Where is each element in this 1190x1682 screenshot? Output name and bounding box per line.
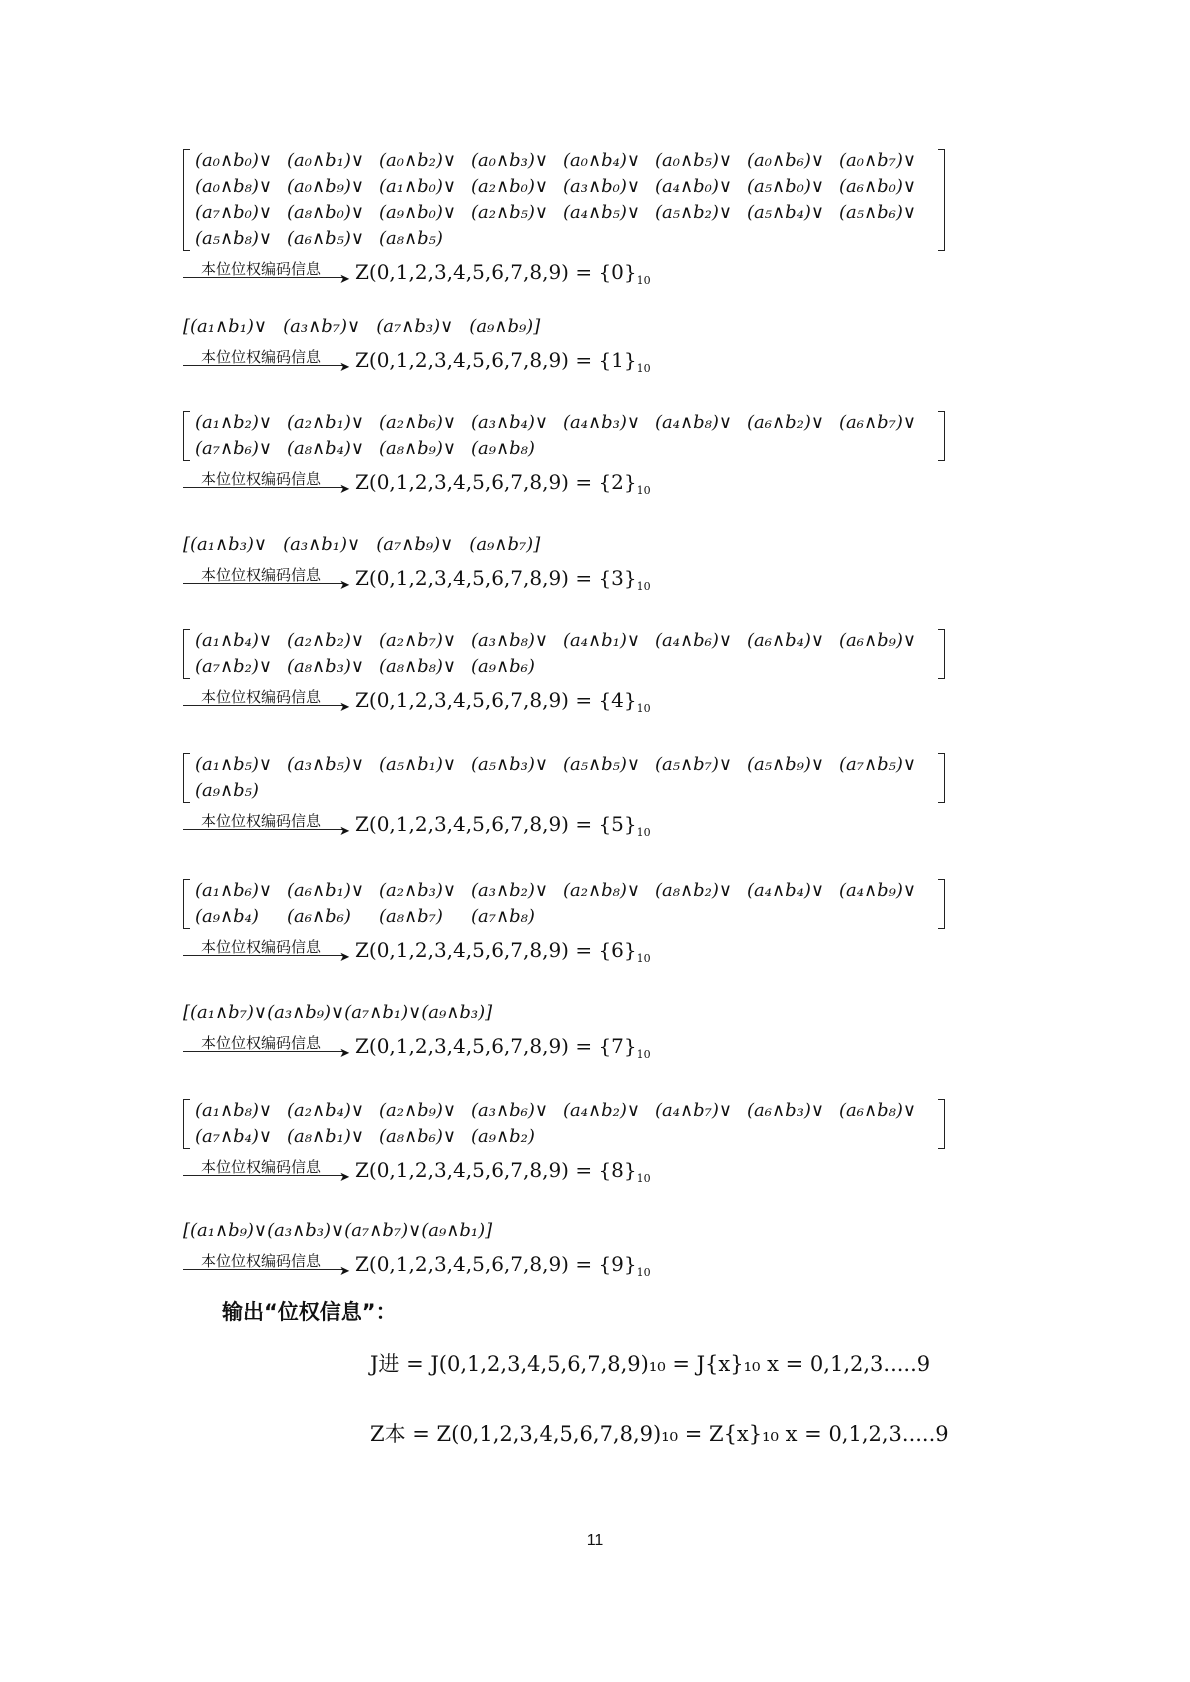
mapping-arrow-line bbox=[183, 1250, 651, 1284]
radix-subscript: 10 bbox=[636, 274, 651, 287]
matrix-row bbox=[183, 1000, 508, 1026]
radix-subscript: 10 bbox=[636, 580, 651, 593]
conjunction-term: (a₇∧b₉)∨ bbox=[376, 534, 454, 555]
conjunction-term: (a₄∧b₄)∨ bbox=[747, 880, 825, 901]
conjunction-term: (a₈∧b₈)∨ bbox=[379, 656, 457, 677]
equation-block bbox=[183, 1098, 945, 1190]
matrix-row bbox=[195, 410, 931, 436]
conjunction-term: (a₉∧b₈) bbox=[471, 438, 535, 459]
conjunction-term: (a₈∧b₁)∨ bbox=[287, 1126, 365, 1147]
mapping-arrow-line bbox=[183, 258, 945, 292]
mapping-arrow-line bbox=[183, 564, 651, 598]
conjunction-term: (a₇∧b₆)∨ bbox=[195, 438, 273, 459]
conjunction-term: (a₉∧b₇)] bbox=[469, 534, 541, 555]
conjunction-term: (a₅∧b₂)∨ bbox=[655, 202, 733, 223]
conjunction-term: (a₃∧b₄)∨ bbox=[471, 412, 549, 433]
conjunction-term: (a₇∧b₈) bbox=[471, 906, 535, 927]
z-result-text: Z(0,1,2,3,4,5,6,7,8,9) = {2} bbox=[355, 470, 637, 494]
arrow-shaft bbox=[183, 1269, 343, 1270]
matrix-row bbox=[183, 532, 556, 558]
radix-subscript: 10 bbox=[636, 1172, 651, 1185]
conjunction-term: (a₉∧b₀)∨ bbox=[379, 202, 457, 223]
arrow-shaft bbox=[183, 277, 343, 278]
conjunction-term: (a₀∧b₀)∨ bbox=[195, 150, 273, 171]
arrow-shaft bbox=[183, 583, 343, 584]
conjunction-term: (a₆∧b₃)∨ bbox=[747, 1100, 825, 1121]
conjunction-term: (a₂∧b₈)∨ bbox=[563, 880, 641, 901]
conjunction-term: (a₈∧b₉)∨ bbox=[379, 438, 457, 459]
equation-block bbox=[183, 752, 945, 844]
matrix-row bbox=[195, 654, 931, 680]
conjunction-term: (a₃∧b₈)∨ bbox=[471, 630, 549, 651]
mapping-arrow-line bbox=[183, 346, 651, 380]
z-result-text: Z(0,1,2,3,4,5,6,7,8,9) = {4} bbox=[355, 688, 637, 712]
conjunction-term: (a₄∧b₇)∨ bbox=[655, 1100, 733, 1121]
arrow-shaft bbox=[183, 365, 343, 366]
arrow-head-icon: ➤ bbox=[339, 578, 350, 593]
arrow-shaft bbox=[183, 955, 343, 956]
arrow-icon bbox=[183, 1032, 348, 1060]
conjunction-term: (a₅∧b₁)∨ bbox=[379, 754, 457, 775]
matrix-row bbox=[195, 1098, 931, 1124]
radix-subscript: 10 bbox=[636, 362, 651, 375]
z-result bbox=[355, 688, 651, 715]
conjunction-term: (a₄∧b₉)∨ bbox=[839, 880, 917, 901]
conjunction-term: [(a₁∧b₃)∨ bbox=[183, 534, 268, 555]
conjunction-term: (a₆∧b₁)∨ bbox=[287, 880, 365, 901]
z-result bbox=[355, 470, 651, 497]
z-result-text: Z(0,1,2,3,4,5,6,7,8,9) = {3} bbox=[355, 566, 637, 590]
z-result-text: Z(0,1,2,3,4,5,6,7,8,9) = {8} bbox=[355, 1158, 637, 1182]
conjunction-term: (a₄∧b₈)∨ bbox=[655, 412, 733, 433]
disjunction-matrix bbox=[183, 878, 945, 930]
z-result-text: Z(0,1,2,3,4,5,6,7,8,9) = {5} bbox=[355, 812, 637, 836]
conjunction-term: (a₄∧b₂)∨ bbox=[563, 1100, 641, 1121]
arrow-head-icon: ➤ bbox=[339, 360, 350, 375]
radix-subscript: 10 bbox=[636, 952, 651, 965]
z-result bbox=[355, 566, 651, 593]
arrow-shaft bbox=[183, 829, 343, 830]
conjunction-term: (a₆∧b₈)∨ bbox=[839, 1100, 917, 1121]
z-result bbox=[355, 348, 651, 375]
arrow-label: 本位位权编码信息 bbox=[201, 1034, 322, 1052]
z-result bbox=[355, 260, 651, 287]
conjunction-term: (a₈∧b₄)∨ bbox=[287, 438, 365, 459]
conjunction-term: (a₆∧b₅)∨ bbox=[287, 228, 365, 249]
arrow-icon bbox=[183, 686, 348, 714]
arrow-icon bbox=[183, 346, 348, 374]
arrow-label: 本位位权编码信息 bbox=[201, 938, 322, 956]
equation-block bbox=[183, 314, 651, 380]
arrow-icon bbox=[183, 810, 348, 838]
conjunction-term: (a₂∧b₄)∨ bbox=[287, 1100, 365, 1121]
arrow-shaft bbox=[183, 705, 343, 706]
disjunction-matrix bbox=[183, 410, 945, 462]
arrow-shaft bbox=[183, 1175, 343, 1176]
arrow-label: 本位位权编码信息 bbox=[201, 812, 322, 830]
equation-block bbox=[183, 878, 945, 970]
conjunction-term: (a₁∧b₀)∨ bbox=[379, 176, 457, 197]
matrix-row bbox=[195, 174, 931, 200]
conjunction-term: (a₈∧b₇) bbox=[379, 906, 443, 927]
conjunction-term: (a₅∧b₄)∨ bbox=[747, 202, 825, 223]
conjunction-term: (a₇∧b₄)∨ bbox=[195, 1126, 273, 1147]
arrow-head-icon: ➤ bbox=[339, 700, 350, 715]
disjunction-line bbox=[183, 314, 556, 340]
equation-block bbox=[183, 1218, 651, 1284]
conjunction-term: (a₀∧b₇)∨ bbox=[839, 150, 917, 171]
matrix-row bbox=[195, 628, 931, 654]
conjunction-term: (a₂∧b₆)∨ bbox=[379, 412, 457, 433]
output-heading: 输出“位权信息”： bbox=[222, 1300, 397, 1324]
mapping-arrow-line bbox=[183, 1156, 945, 1190]
conjunction-term: [(a₁∧b₉)∨(a₃∧b₃)∨(a₇∧b₇)∨(a₉∧b₁)] bbox=[183, 1220, 493, 1241]
conjunction-term: (a₂∧b₅)∨ bbox=[471, 202, 549, 223]
conjunction-term: (a₈∧b₆)∨ bbox=[379, 1126, 457, 1147]
equation-block bbox=[183, 410, 945, 502]
conjunction-term: [(a₁∧b₇)∨(a₃∧b₉)∨(a₇∧b₁)∨(a₉∧b₃)] bbox=[183, 1002, 493, 1023]
mapping-arrow-line bbox=[183, 686, 945, 720]
arrow-label: 本位位权编码信息 bbox=[201, 1158, 322, 1176]
conjunction-term: (a₅∧b₈)∨ bbox=[195, 228, 273, 249]
conjunction-term: (a₆∧b₉)∨ bbox=[839, 630, 917, 651]
arrow-icon bbox=[183, 1156, 348, 1184]
radix-subscript: 10 bbox=[636, 826, 651, 839]
conjunction-term: (a₇∧b₂)∨ bbox=[195, 656, 273, 677]
arrow-icon bbox=[183, 936, 348, 964]
conjunction-term: (a₂∧b₃)∨ bbox=[379, 880, 457, 901]
conjunction-term: (a₆∧b₂)∨ bbox=[747, 412, 825, 433]
arrow-head-icon: ➤ bbox=[339, 1170, 350, 1185]
z-result bbox=[355, 938, 651, 965]
z-result bbox=[355, 1252, 651, 1279]
conjunction-term: (a₀∧b₁)∨ bbox=[287, 150, 365, 171]
radix-subscript: 10 bbox=[636, 702, 651, 715]
matrix-row bbox=[195, 200, 931, 226]
matrix-row bbox=[195, 436, 931, 462]
radix-subscript: 10 bbox=[636, 1048, 651, 1061]
conjunction-term: (a₅∧b₃)∨ bbox=[471, 754, 549, 775]
z-result bbox=[355, 1158, 651, 1185]
arrow-icon bbox=[183, 564, 348, 592]
conjunction-term: (a₄∧b₅)∨ bbox=[563, 202, 641, 223]
radix-subscript: 10 bbox=[636, 484, 651, 497]
output-line-z: Z本 = Z(0,1,2,3,4,5,6,7,8,9)₁₀ = Z{x}₁₀ x = 0,1,2,3.....9 bbox=[370, 1422, 949, 1446]
mapping-arrow-line bbox=[183, 468, 945, 502]
conjunction-term: (a₀∧b₃)∨ bbox=[471, 150, 549, 171]
conjunction-term: (a₄∧b₁)∨ bbox=[563, 630, 641, 651]
matrix-row bbox=[195, 226, 931, 252]
conjunction-term: (a₂∧b₉)∨ bbox=[379, 1100, 457, 1121]
equation-block bbox=[183, 148, 945, 292]
arrow-label: 本位位权编码信息 bbox=[201, 688, 322, 706]
arrow-shaft bbox=[183, 487, 343, 488]
matrix-row bbox=[195, 904, 931, 930]
conjunction-term: (a₃∧b₀)∨ bbox=[563, 176, 641, 197]
conjunction-term: (a₁∧b₅)∨ bbox=[195, 754, 273, 775]
disjunction-line bbox=[183, 532, 556, 558]
conjunction-term: (a₆∧b₇)∨ bbox=[839, 412, 917, 433]
z-result-text: Z(0,1,2,3,4,5,6,7,8,9) = {1} bbox=[355, 348, 637, 372]
conjunction-term: (a₀∧b₂)∨ bbox=[379, 150, 457, 171]
conjunction-term: (a₀∧b₈)∨ bbox=[195, 176, 273, 197]
conjunction-term: (a₈∧b₀)∨ bbox=[287, 202, 365, 223]
conjunction-term: (a₉∧b₄) bbox=[195, 906, 259, 927]
conjunction-term: (a₃∧b₁)∨ bbox=[283, 534, 361, 555]
mapping-arrow-line bbox=[183, 810, 945, 844]
conjunction-term: (a₉∧b₉)] bbox=[469, 316, 541, 337]
arrow-label: 本位位权编码信息 bbox=[201, 1252, 322, 1270]
conjunction-term: (a₁∧b₈)∨ bbox=[195, 1100, 273, 1121]
equation-block bbox=[183, 532, 651, 598]
conjunction-term: (a₄∧b₃)∨ bbox=[563, 412, 641, 433]
conjunction-term: (a₀∧b₅)∨ bbox=[655, 150, 733, 171]
conjunction-term: (a₈∧b₅) bbox=[379, 228, 443, 249]
matrix-row bbox=[195, 752, 931, 778]
conjunction-term: (a₃∧b₅)∨ bbox=[287, 754, 365, 775]
disjunction-line bbox=[183, 1000, 508, 1026]
matrix-row bbox=[183, 314, 556, 340]
z-result-text: Z(0,1,2,3,4,5,6,7,8,9) = {6} bbox=[355, 938, 637, 962]
conjunction-term: (a₅∧b₆)∨ bbox=[839, 202, 917, 223]
mapping-arrow-line bbox=[183, 1032, 651, 1066]
matrix-row bbox=[183, 1218, 508, 1244]
arrow-label: 本位位权编码信息 bbox=[201, 566, 322, 584]
arrow-head-icon: ➤ bbox=[339, 1264, 350, 1279]
disjunction-matrix bbox=[183, 752, 945, 804]
conjunction-term: (a₇∧b₅)∨ bbox=[839, 754, 917, 775]
conjunction-term: (a₈∧b₃)∨ bbox=[287, 656, 365, 677]
conjunction-term: (a₇∧b₃)∨ bbox=[376, 316, 454, 337]
disjunction-matrix bbox=[183, 148, 945, 252]
z-result-text: Z(0,1,2,3,4,5,6,7,8,9) = {9} bbox=[355, 1252, 637, 1276]
arrow-label: 本位位权编码信息 bbox=[201, 348, 322, 366]
z-result-text: Z(0,1,2,3,4,5,6,7,8,9) = {7} bbox=[355, 1034, 637, 1058]
arrow-icon bbox=[183, 258, 348, 286]
matrix-row bbox=[195, 878, 931, 904]
conjunction-term: (a₃∧b₇)∨ bbox=[283, 316, 361, 337]
page-number: 11 bbox=[586, 1532, 604, 1549]
conjunction-term: (a₆∧b₀)∨ bbox=[839, 176, 917, 197]
conjunction-term: (a₅∧b₇)∨ bbox=[655, 754, 733, 775]
arrow-head-icon: ➤ bbox=[339, 824, 350, 839]
arrow-icon bbox=[183, 468, 348, 496]
conjunction-term: (a₉∧b₅) bbox=[195, 780, 259, 801]
conjunction-term: (a₀∧b₉)∨ bbox=[287, 176, 365, 197]
conjunction-term: (a₉∧b₆) bbox=[471, 656, 535, 677]
z-result bbox=[355, 812, 651, 839]
disjunction-matrix bbox=[183, 1098, 945, 1150]
conjunction-term: (a₄∧b₀)∨ bbox=[655, 176, 733, 197]
arrow-head-icon: ➤ bbox=[339, 950, 350, 965]
conjunction-term: (a₉∧b₂) bbox=[471, 1126, 535, 1147]
conjunction-term: (a₁∧b₆)∨ bbox=[195, 880, 273, 901]
conjunction-term: (a₅∧b₉)∨ bbox=[747, 754, 825, 775]
arrow-head-icon: ➤ bbox=[339, 1046, 350, 1061]
matrix-row bbox=[195, 1124, 931, 1150]
output-line-j: J进 = J(0,1,2,3,4,5,6,7,8,9)₁₀ = J{x}₁₀ x = 0,1,2,3.....9 bbox=[370, 1352, 931, 1376]
conjunction-term: (a₂∧b₀)∨ bbox=[471, 176, 549, 197]
conjunction-term: (a₀∧b₄)∨ bbox=[563, 150, 641, 171]
arrow-shaft bbox=[183, 1051, 343, 1052]
conjunction-term: [(a₁∧b₁)∨ bbox=[183, 316, 268, 337]
conjunction-term: (a₆∧b₄)∨ bbox=[747, 630, 825, 651]
conjunction-term: (a₆∧b₆) bbox=[287, 906, 351, 927]
conjunction-term: (a₅∧b₀)∨ bbox=[747, 176, 825, 197]
matrix-row bbox=[195, 148, 931, 174]
mapping-arrow-line bbox=[183, 936, 945, 970]
equation-block bbox=[183, 1000, 651, 1066]
arrow-head-icon: ➤ bbox=[339, 272, 350, 287]
arrow-head-icon: ➤ bbox=[339, 482, 350, 497]
arrow-icon bbox=[183, 1250, 348, 1278]
conjunction-term: (a₇∧b₀)∨ bbox=[195, 202, 273, 223]
conjunction-term: (a₁∧b₄)∨ bbox=[195, 630, 273, 651]
arrow-label: 本位位权编码信息 bbox=[201, 260, 322, 278]
disjunction-matrix bbox=[183, 628, 945, 680]
conjunction-term: (a₀∧b₆)∨ bbox=[747, 150, 825, 171]
radix-subscript: 10 bbox=[636, 1266, 651, 1279]
conjunction-term: (a₄∧b₆)∨ bbox=[655, 630, 733, 651]
matrix-row bbox=[195, 778, 931, 804]
conjunction-term: (a₁∧b₂)∨ bbox=[195, 412, 273, 433]
conjunction-term: (a₈∧b₂)∨ bbox=[655, 880, 733, 901]
arrow-label: 本位位权编码信息 bbox=[201, 470, 322, 488]
conjunction-term: (a₅∧b₅)∨ bbox=[563, 754, 641, 775]
z-result-text: Z(0,1,2,3,4,5,6,7,8,9) = {0} bbox=[355, 260, 637, 284]
equation-block bbox=[183, 628, 945, 720]
conjunction-term: (a₂∧b₇)∨ bbox=[379, 630, 457, 651]
conjunction-term: (a₃∧b₆)∨ bbox=[471, 1100, 549, 1121]
z-result bbox=[355, 1034, 651, 1061]
conjunction-term: (a₂∧b₂)∨ bbox=[287, 630, 365, 651]
conjunction-term: (a₂∧b₁)∨ bbox=[287, 412, 365, 433]
disjunction-line bbox=[183, 1218, 508, 1244]
conjunction-term: (a₃∧b₂)∨ bbox=[471, 880, 549, 901]
